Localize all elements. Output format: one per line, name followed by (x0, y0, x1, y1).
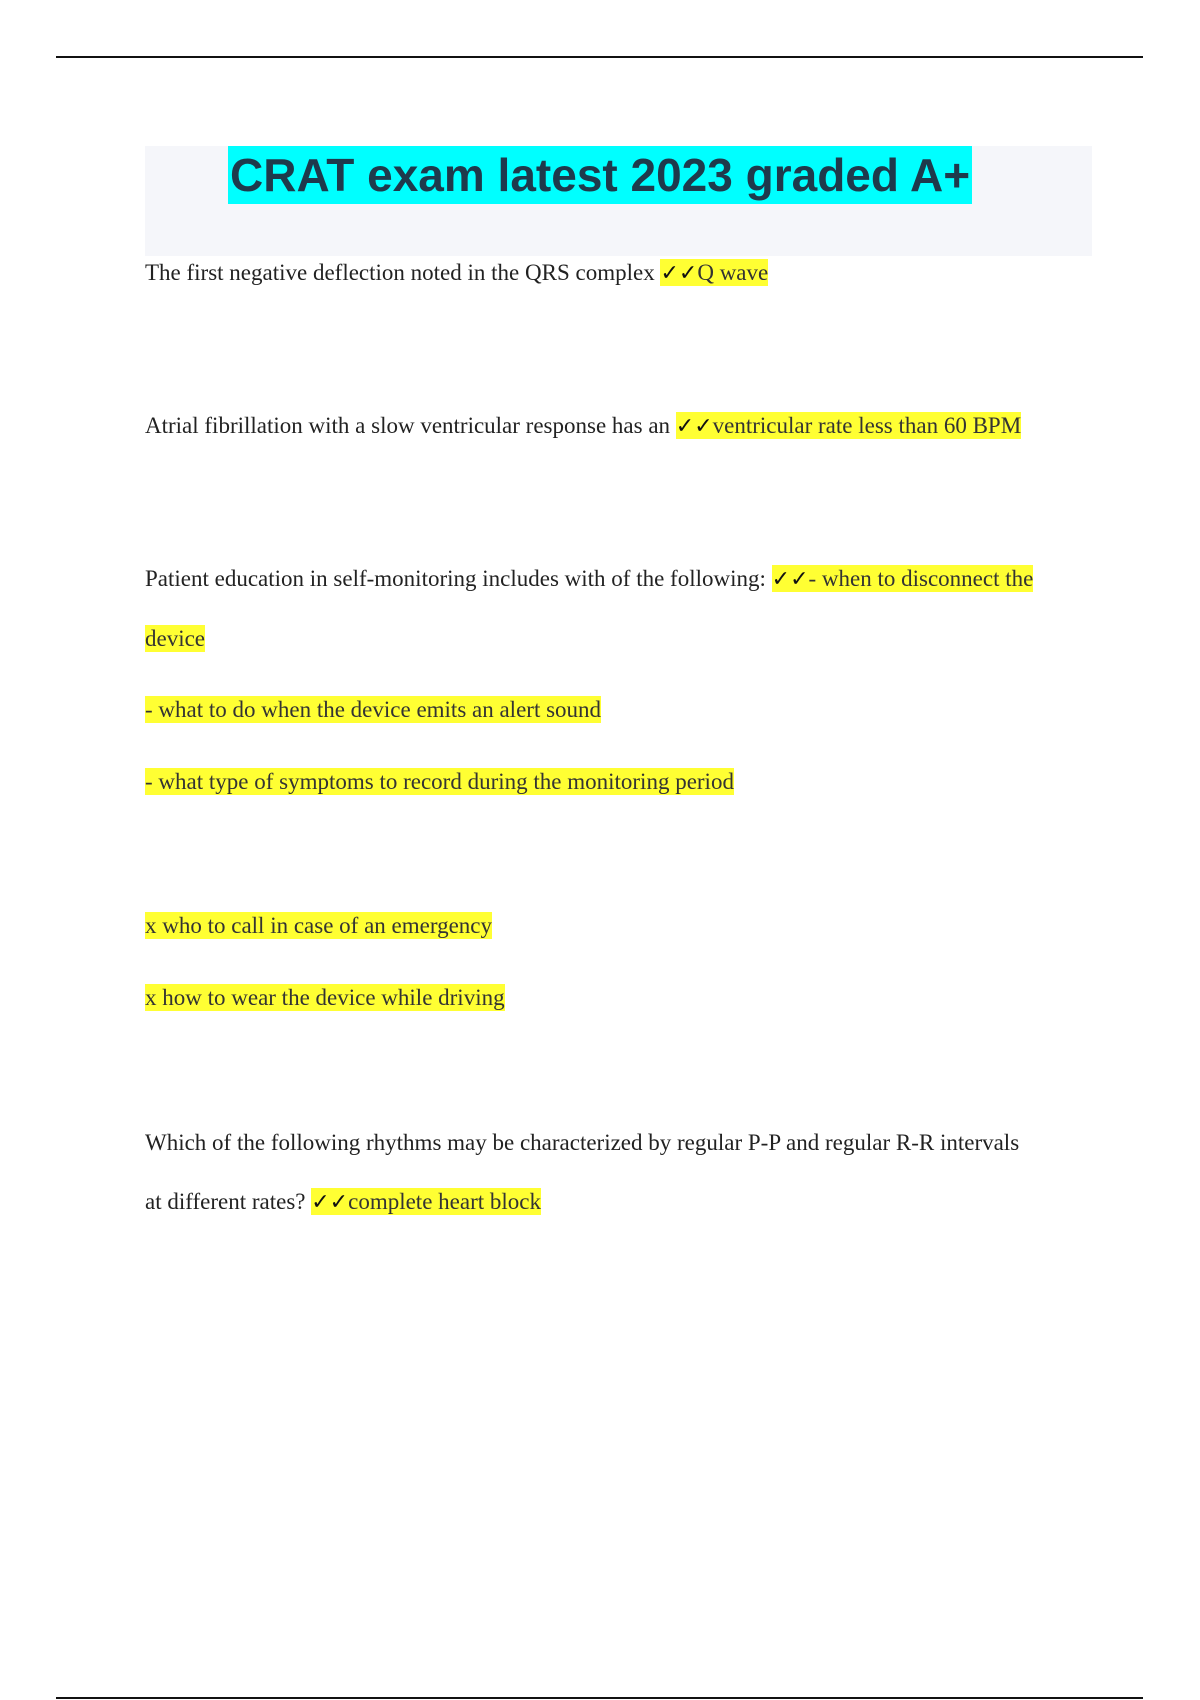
answer-option (145, 983, 505, 1013)
qa-item-1 (145, 258, 768, 289)
double-check-icon: ✓✓ (675, 414, 713, 439)
answer-continuation (145, 624, 205, 654)
answer-option (145, 695, 601, 725)
answer-highlight (676, 412, 1021, 439)
answer-text: - what type of symptoms to record during the monitoring period (145, 769, 734, 794)
answer-text: - what to do when the device emits an alert sound (145, 697, 602, 722)
qa-item-4-question-line-2 (145, 1187, 541, 1218)
answer-highlight (660, 259, 768, 286)
qa-item-2 (145, 411, 1021, 442)
double-check-icon: ✓✓ (660, 261, 698, 286)
answer-text: x who to call in case of an emergency (145, 913, 492, 938)
answer-text: x how to wear the device while driving (145, 985, 505, 1010)
document-title: CRAT exam latest 2023 graded A+ (228, 146, 972, 204)
qa-item-3 (145, 564, 1033, 595)
qa-item-4-question-line-1 (145, 1128, 1019, 1158)
question-text: Patient education in self-monitoring includes with of the following: (145, 566, 766, 591)
question-text: Atrial fibrillation with a slow ventricular response has an (145, 413, 671, 438)
page-bottom-rule (56, 1697, 1143, 1699)
question-text: at different rates? (145, 1189, 306, 1214)
question-text: Which of the following rhythms may be characterized by regular P-P and regular R-R intervals (145, 1130, 1020, 1155)
double-check-icon: ✓✓ (311, 1190, 349, 1215)
answer-text: Q wave (697, 260, 769, 285)
page-top-rule (56, 56, 1143, 58)
answer-text: complete heart block (348, 1189, 541, 1214)
question-text: The first negative deflection noted in the QRS complex (145, 260, 655, 285)
answer-highlight (772, 565, 1034, 592)
double-check-icon: ✓✓ (771, 567, 809, 592)
answer-option (145, 911, 492, 941)
answer-highlight (311, 1188, 541, 1215)
answer-option (145, 767, 734, 797)
answer-text: - when to disconnect the (808, 566, 1034, 591)
answer-text: ventricular rate less than 60 BPM (712, 413, 1022, 438)
answer-text: device (145, 626, 206, 651)
